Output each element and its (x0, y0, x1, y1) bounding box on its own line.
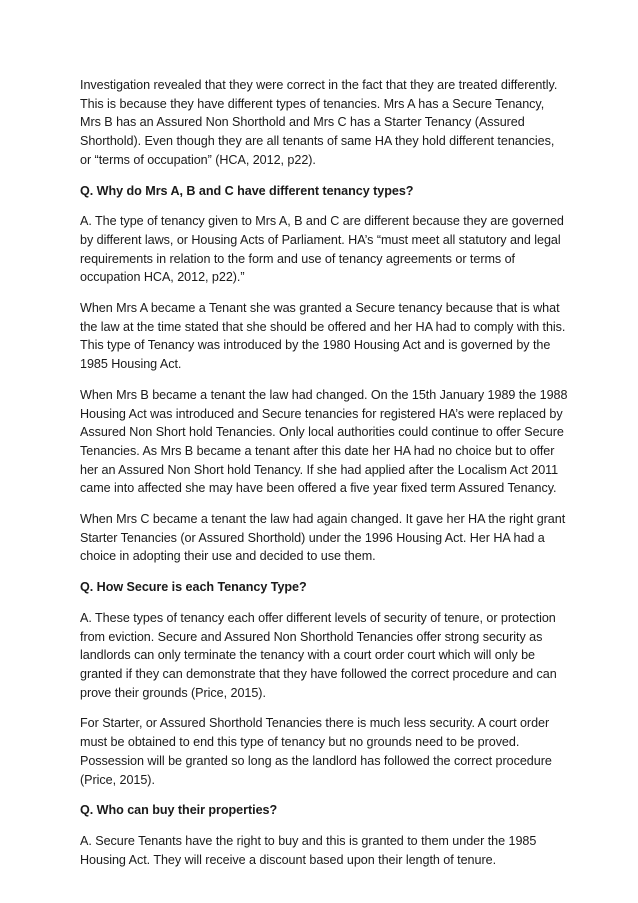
body-paragraph: When Mrs A became a Tenant she was granted a Secure tenancy because that is what the law at the time stated that she should be offered and her HA had to comply with this. This type of Tenancy was introduced by the 1980 Housing Act and is governed by the 1985 Housing Act. (80, 301, 566, 372)
body-paragraph: A. The type of tenancy given to Mrs A, B and C are different because they are governed by different laws, or Housing Acts of Parliament. HA’s “must meet all statutory and legal requirements in relation to the form and use of tenancy agreements or terms of occupation HCA, 2012, p22).” (80, 214, 564, 285)
body-paragraph: A. These types of tenancy each offer different levels of security of tenure, or protection from eviction. Secure and Assured Non Shorthold Tenancies offer strong security as landlords can only terminate the tenancy with a court order court which will only be granted if they can demonstrate that they have followed the correct procedure and can prove their grounds (Price, 2015). (80, 610, 557, 700)
body-paragraph: When Mrs C became a tenant the law had again changed. It gave her HA the right grant Starter Tenancies (or Assured Shorthold) under the 1996 Housing Act. Her HA had a choice in adopting their use and decided to use them. (80, 512, 566, 564)
question-heading: Q. Why do Mrs A, B and C have different tenancy types? (80, 183, 414, 198)
body-paragraph: For Starter, or Assured Shorthold Tenancies there is much less security. A court order must be obtained to end this type of tenancy but no grounds need to be proved. Possession will be granted so long as the landlord has followed the correct procedure (Price, 2015). (80, 716, 552, 787)
body-paragraph: A. Secure Tenants have the right to buy and this is granted to them under the 1985 Housing Act. They will receive a discount based upon their length of tenure. (80, 833, 537, 867)
body-paragraph: Investigation revealed that they were correct in the fact that they are treated differently. This is because they have different types of tenancies. Mrs A has a Secure Tenancy, Mrs B has an Assured Non Shorthold and Mrs C has a Starter Tenancy (Assured Shorthold). Even though they are all tenants of same HA they hold different tenancies, or “terms of occupation” (HCA, 2012, p22). (80, 78, 558, 167)
question-heading: Q. Who can buy their properties? (80, 803, 278, 818)
body-paragraph: When Mrs B became a tenant the law had changed. On the 15th January 1989 the 1988 Housing Act was introduced and Secure tenancies for registered HA’s were replaced by Assured Non Short hold Tenancies. Only local authorities could continue to offer Secure Tenancies. As Mrs B became a tenant after this date her HA had no choice but to offer her an Assured Non Short hold Tenancy. If she had applied after the Localism Act 2011 came into affected she may have been offered a five year fixed term Assured Tenancy. (80, 387, 568, 496)
question-heading: Q. How Secure is each Tenancy Type? (80, 580, 307, 595)
